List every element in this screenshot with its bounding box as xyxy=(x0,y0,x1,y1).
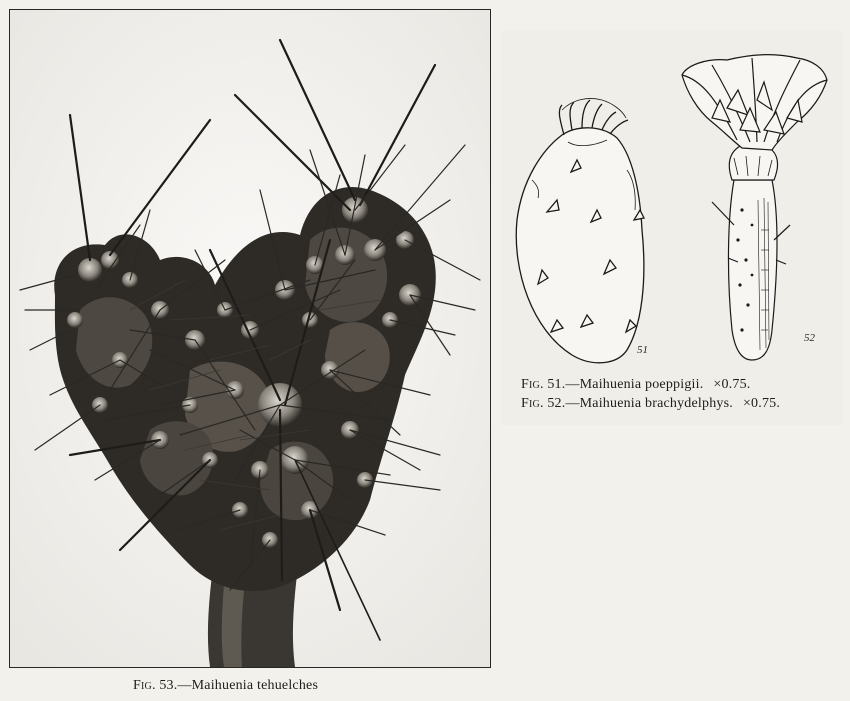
fig-51-caption xyxy=(521,377,751,393)
fig-51-scale: ×0.75. xyxy=(713,377,751,392)
cactus-photograph xyxy=(9,9,491,668)
fig-51-number: 51 xyxy=(637,344,648,356)
fig-53-name: Maihuenia tehuelches xyxy=(191,678,319,693)
maihuenia-drawings xyxy=(502,30,842,375)
fig-53-caption xyxy=(133,678,318,694)
drawings-plate xyxy=(502,30,842,425)
fig-51-prefix: Fig. 51.— xyxy=(521,377,580,392)
fig-53-prefix: Fig. 53.— xyxy=(133,678,192,693)
fig-52-number: 52 xyxy=(804,332,815,344)
fig-52-caption xyxy=(521,396,780,412)
fig-52-prefix: Fig. 52.— xyxy=(521,396,580,411)
fig-52-scale: ×0.75. xyxy=(742,396,781,411)
fig-51-drawing xyxy=(516,98,644,362)
fig-51-name: Maihuenia poeppigii. xyxy=(579,377,704,392)
maihuenia-tehuelches-illustration xyxy=(10,10,490,667)
fig-52-name: Maihuenia brachydelphys. xyxy=(579,396,733,411)
fig-52-drawing xyxy=(682,55,827,360)
